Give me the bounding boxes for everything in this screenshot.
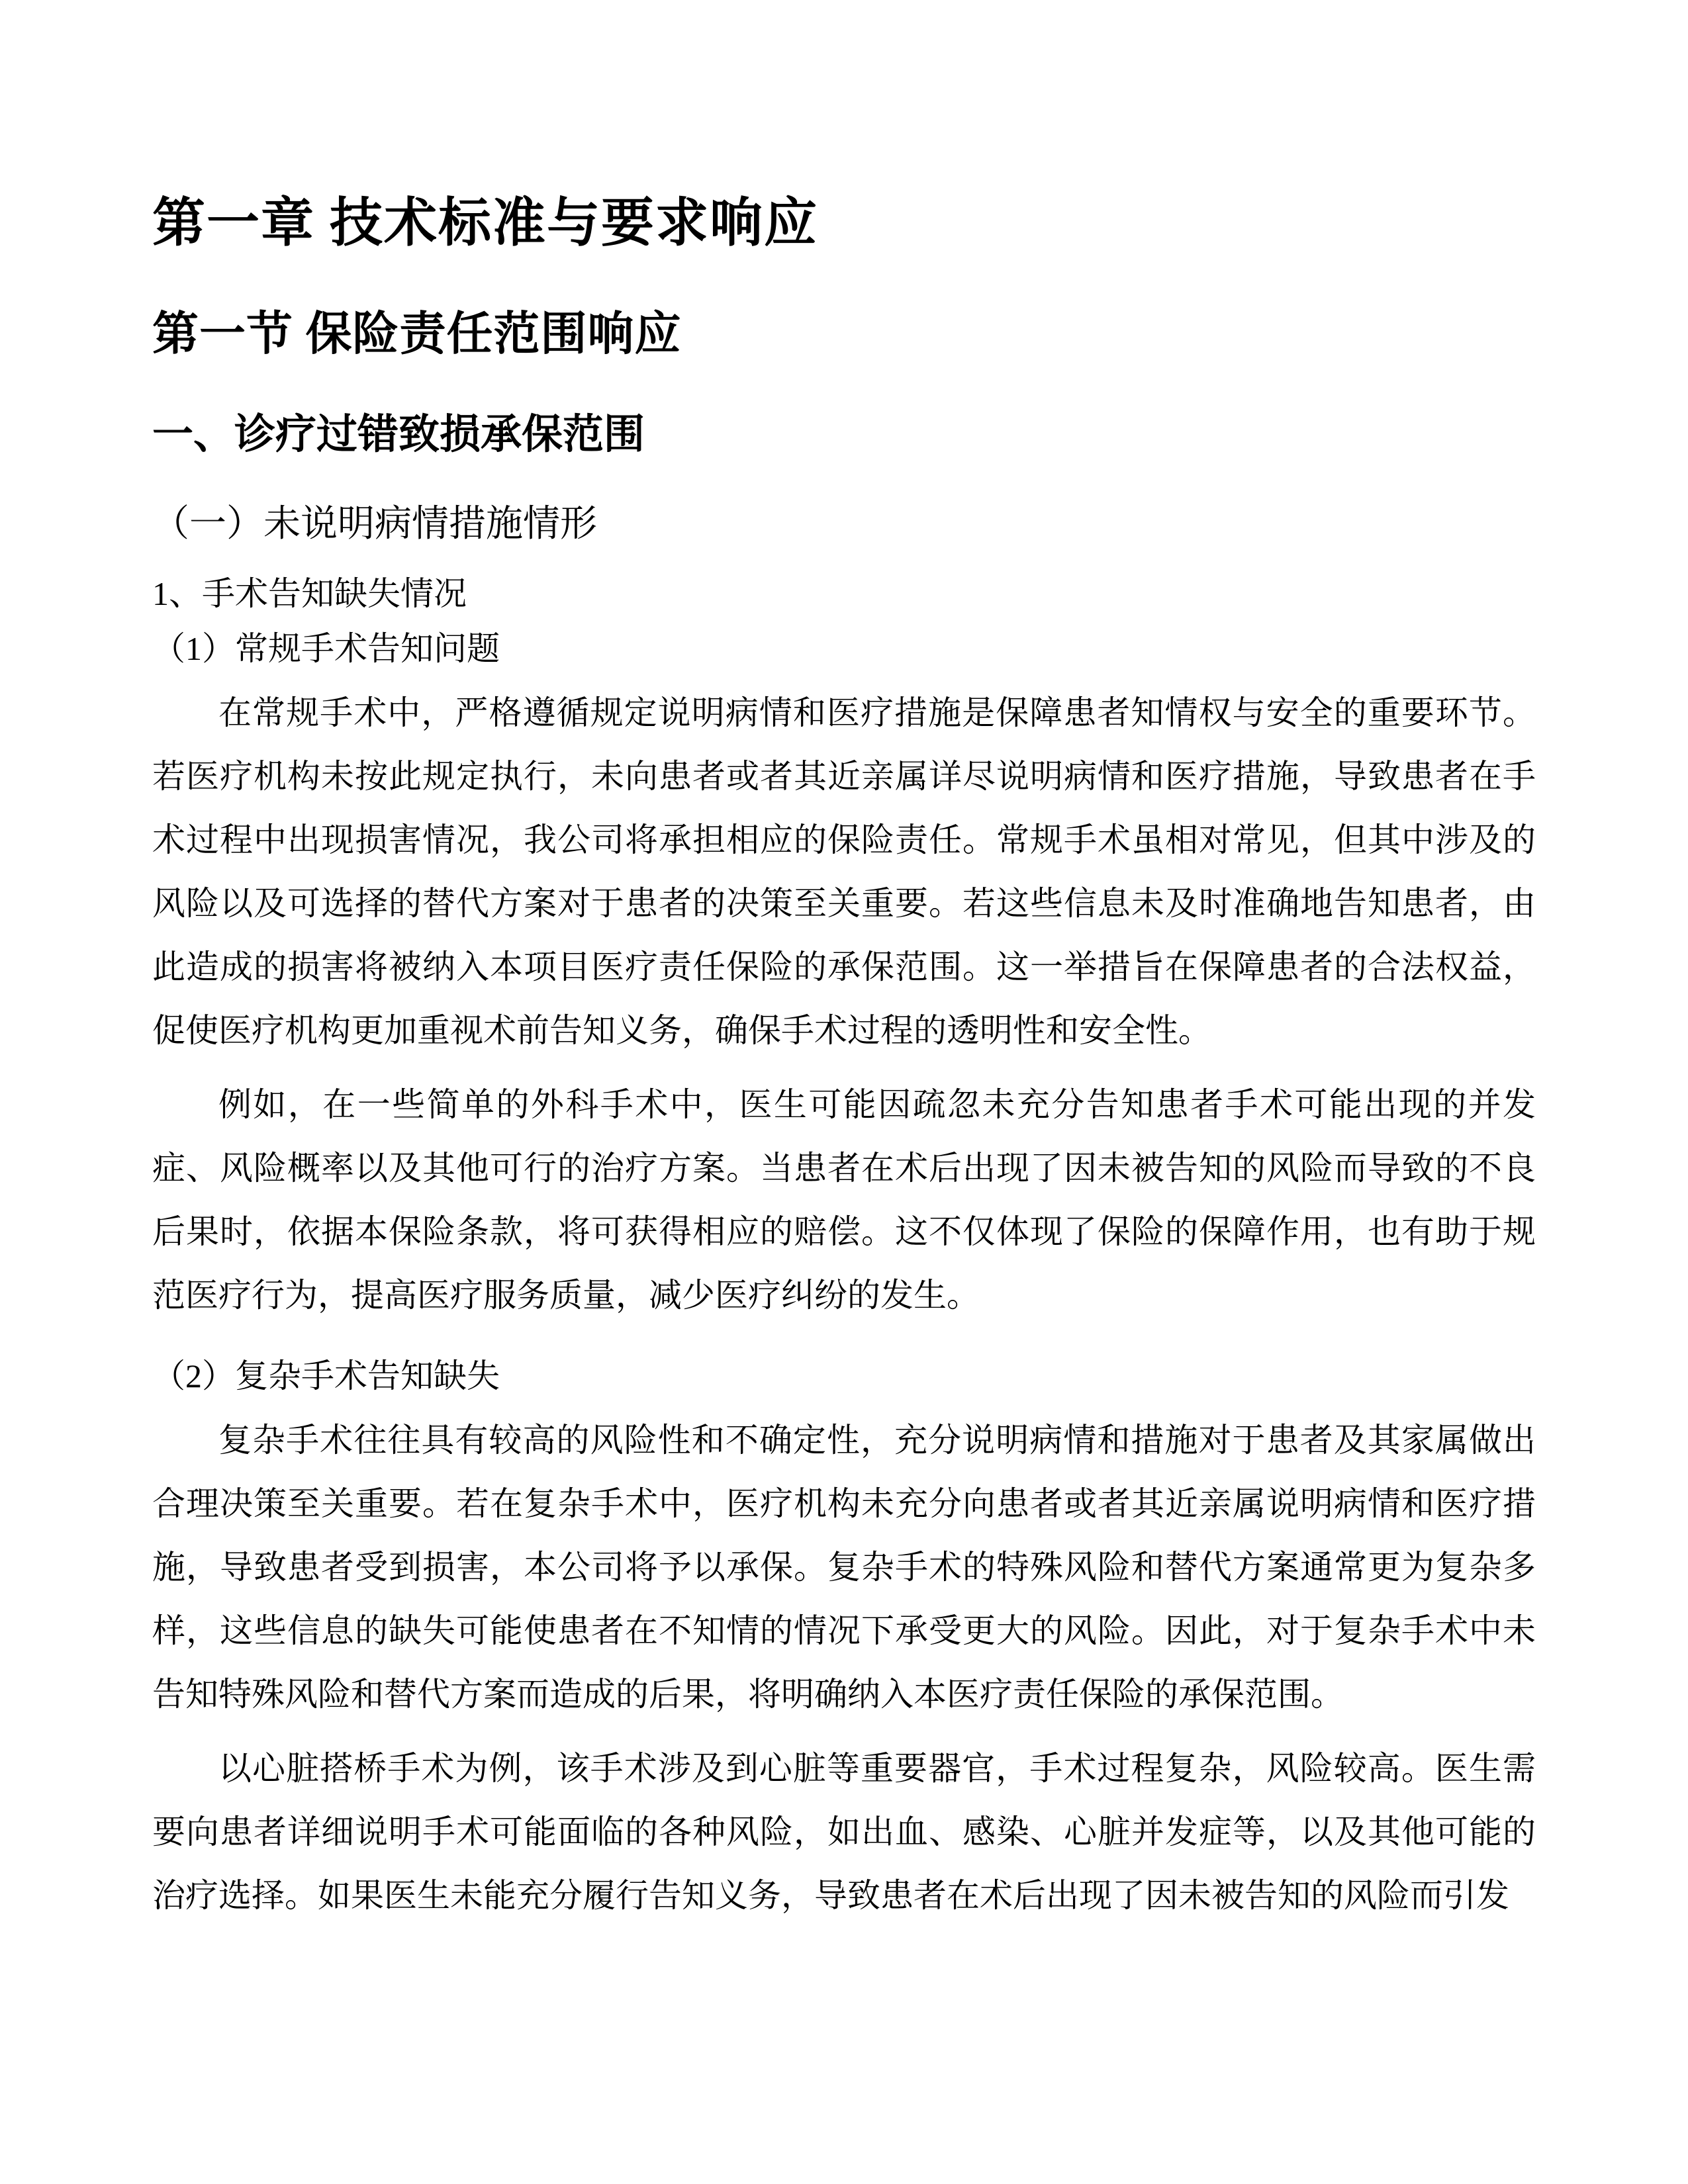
subsection-heading: 一、诊疗过错致损承保范围 [152,412,645,457]
list-item-heading: 1、手术告知缺失情况 [152,575,467,613]
sub-item-1-heading: （1）常规手术告知问题 [152,630,500,668]
paragraph-2: 例如，在一些简单的外科手术中，医生可能因疏忽未充分告知患者手术可能出现的并发症、风险概率以及其他可行的治疗方案。当患者在术后出现了因未被告知的风险而导致的不良后果时，依据本保险条款，将可获得相应的赔偿。这不仅体现了保险的保障作用，也有助于规范医疗行为，提高医疗服务质量，减少医疗纠纷的发生。 [152,1086,1536,1314]
paragraph-1: 在常规手术中，严格遵循规定说明病情和医疗措施是保障患者知情权与安全的重要环节。若医疗机构未按此规定执行，未向患者或者其近亲属详尽说明病情和医疗措施，导致患者在手术过程中出现损害情况，我公司将承担相应的保险责任。常规手术虽相对常见，但其中涉及的风险以及可选择的替代方案对于患者的决策至关重要。若这些信息未及时准确地告知患者，由此造成的损害将被纳入本项目医疗责任保险的承保范围。这一举措旨在保障患者的合法权益，促使医疗机构更加重视术前告知义务，确保手术过程的透明性和安全性。 [152,694,1536,1050]
section-heading: 第一节 保险责任范围响应 [152,309,682,360]
chapter-heading: 第一章 技术标准与要求响应 [152,195,818,253]
sub-item-2-heading: （2）复杂手术告知缺失 [152,1357,500,1395]
paragraph-3: 复杂手术往往具有较高的风险性和不确定性，充分说明病情和措施对于患者及其家属做出合理决策至关重要。若在复杂手术中，医疗机构未充分向患者或者其近亲属说明病情和医疗措施，导致患者受到损害，本公司将予以承保。复杂手术的特殊风险和替代方案通常更为复杂多样，这些信息的缺失可能使患者在不知情的情况下承受更大的风险。因此，对于复杂手术中未告知特殊风险和替代方案而造成的后果，将明确纳入本医疗责任保险的承保范围。 [152,1422,1536,1713]
paragraph-4: 以心脏搭桥手术为例，该手术涉及到心脏等重要器官，手术过程复杂，风险较高。医生需要向患者详细说明手术可能面临的各种风险，如出血、感染、心脏并发症等，以及其他可能的治疗选择。如果医生未能充分履行告知义务，导致患者在术后出现了因未被告知的风险而引发 [152,1750,1536,1915]
clause-heading: （一）未说明病情措施情形 [152,504,597,545]
